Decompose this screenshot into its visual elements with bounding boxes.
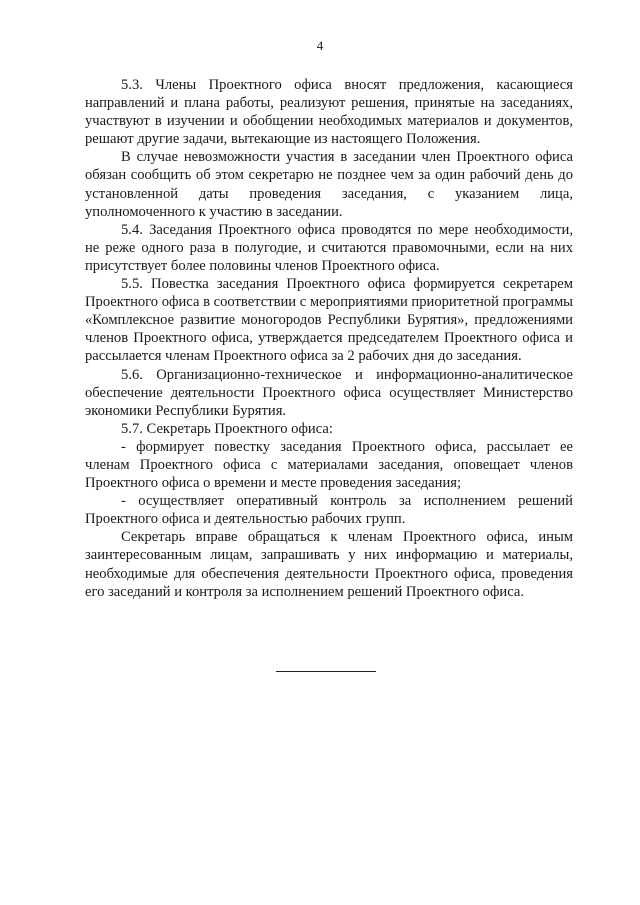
paragraph-5-3: 5.3. Члены Проектного офиса вносят предложения, касающиеся направлений и плана работы, реализуют решения, принятые на заседаниях, участвуют в изучении и обобщении необходимых материалов и документов, решают другие задачи, вытекающие из настоящего Положения. bbox=[85, 77, 573, 148]
paragraph-5-6: 5.6. Организационно-техническое и информационно-аналитическое обеспечение деятельности Проектного офиса осуществляет Министерство экономики Республики Бурятия. bbox=[85, 366, 573, 419]
document-body bbox=[85, 76, 573, 601]
paragraph-5-7-item-1: - формирует повестку заседания Проектного офиса, рассылает ее членам Проектного офиса с материалами заседания, оповещает членов Проектного офиса о времени и месте проведения заседания; bbox=[85, 438, 573, 492]
end-of-document-rule bbox=[276, 671, 376, 672]
paragraph-5-5: 5.5. Повестка заседания Проектного офиса формируется секретарем Проектного офиса в соответствии с мероприятиями приоритетной программы «Комплексное развитие моногородов Республики Бурятия», предложениями членов Проектного офиса, утверждается председателем Проектного офиса и рассылается членам Проектного офиса за 2 рабочих дня до заседания. bbox=[85, 276, 573, 365]
paragraph-5-4: 5.4. Заседания Проектного офиса проводятся по мере необходимости, не реже одного раза в полугодие, и считаются правомочными, если на них присутствует более половины членов Проектного офиса. bbox=[85, 221, 573, 274]
paragraph-5-7-rights: Секретарь вправе обращаться к членам Проектного офиса, иным заинтересованным лицам, запрашивать у них информацию и материалы, необходимые для обеспечения деятельности Проектного офиса, проведения его заседаний и контроля за исполнением решений Проектного офиса. bbox=[85, 529, 573, 600]
paragraph-5-7-item-2: - осуществляет оперативный контроль за исполнением решений Проектного офиса и деятельностью рабочих групп. bbox=[85, 493, 573, 528]
page-number: 4 bbox=[316, 38, 324, 53]
paragraph-5-7: 5.7. Секретарь Проектного офиса: bbox=[121, 420, 333, 437]
paragraph-5-3-absence: В случае невозможности участия в заседании член Проектного офиса обязан сообщить об этом секретарю не позднее чем за один рабочий день до установленной даты проведения заседания, с указанием лица, уполномоченного к участию в заседании. bbox=[85, 149, 573, 220]
